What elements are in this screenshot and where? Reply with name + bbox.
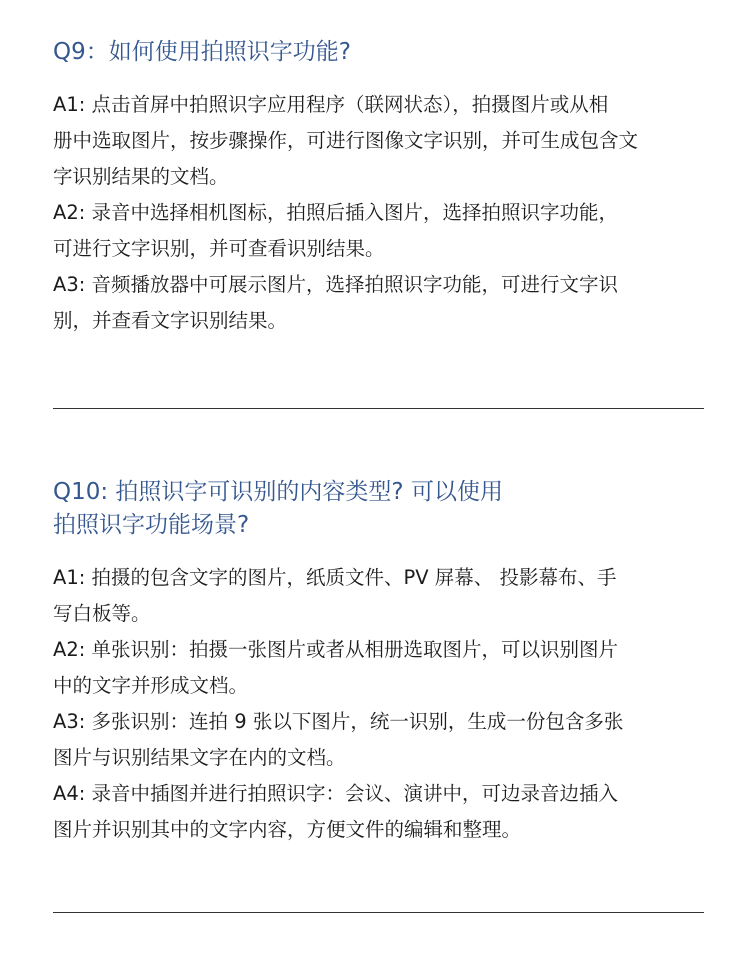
faq-item-q9 bbox=[53, 36, 693, 339]
answer-q9-a3: A3: 音频播放器中可展示图片，选择拍照识字功能，可进行文字识 别，并查看文字识别结果。 bbox=[53, 273, 619, 332]
section-divider bbox=[53, 912, 704, 913]
section-divider bbox=[53, 408, 704, 409]
answer-q10-a3: A3: 多张识别：连拍 9 张以下图片，统一识别，生成一份包含多张 图片与识别结果文字在内的文档。 bbox=[53, 710, 624, 769]
answer-q10-a1: A1: 拍摄的包含文字的图片，纸质文件、PV 屏幕、 投影幕布、手 写白板等。 bbox=[53, 566, 617, 625]
answer-q10-a4: A4: 录音中插图并进行拍照识字：会议、演讲中，可边录音边插入 图片并识别其中的文字内容，方便文件的编辑和整理。 bbox=[53, 782, 619, 841]
question-q9: Q9：如何使用拍照识字功能? bbox=[53, 39, 351, 65]
question-q10: Q10: 拍照识字可识别的内容类型? 可以使用 拍照识字功能场景? bbox=[53, 479, 503, 538]
answer-q10-a2: A2: 单张识别：拍摄一张图片或者从相册选取图片，可以识别图片 中的文字并形成文档。 bbox=[53, 638, 619, 697]
faq-item-q10 bbox=[53, 476, 693, 848]
answer-q9-a2: A2: 录音中选择相机图标，拍照后插入图片，选择拍照识字功能， 可进行文字识别，并可查看识别结果。 bbox=[53, 201, 619, 260]
answer-q9-a1: A1: 点击首屏中拍照识字应用程序（联网状态），拍摄图片或从相 册中选取图片，按步骤操作，可进行图像文字识别，并可生成包含文 字识别结果的文档。 bbox=[53, 93, 639, 188]
